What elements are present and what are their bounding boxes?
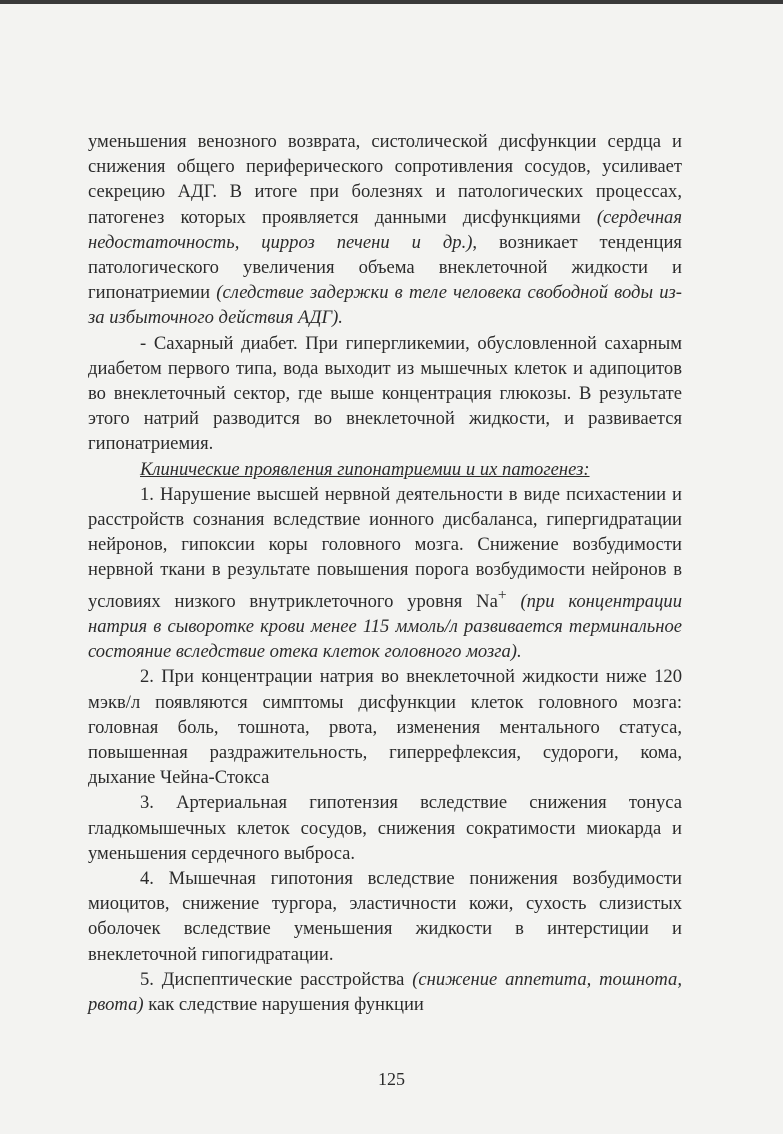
list-item-2: 2. При концентрации натрия во внеклеточной жидкости ниже 120 мэкв/л появляются симптомы дисфункции клеток головного мозга: головная боль, тошнота, рвота, изменения ментального статуса, повышенная раздражительность, гиперрефлексия, судороги, кома, дыхание Чейна-Стокса: [88, 666, 682, 789]
superscript: +: [497, 586, 507, 604]
italic-text: (снижение аппетита, тошнота, рвота): [88, 968, 682, 1016]
list-item-5: [88, 967, 682, 1017]
page-number: 125: [378, 1069, 405, 1089]
list-item-1: [88, 482, 682, 665]
section-heading: Клинические проявления гипонатриемии и их патогенез:: [140, 458, 590, 480]
italic-text: (следствие задержки в теле человека свободной воды из-за избыточного действия АДГ).: [88, 282, 682, 329]
text-span: уменьшения венозного возврата, систолической дисфункции сердца и снижения общего периферического сопротивления сосудов, усиливает секрецию АДГ. В итоге при болезнях и патологических процессах, патогенез которых проявляется данными дисфункциями: [88, 131, 682, 228]
page-body: [88, 129, 682, 1017]
paragraph-diabetes: - Сахарный диабет. При гипергликемии, обусловленной сахарным диабетом первого типа, вода выходит из мышечных клеток и адипоцитов во внеклеточный сектор, где выше концентрация глюкозы. В результате этого натрий разводится во внеклеточной жидкости, и развивается гипонатриемия.: [88, 332, 682, 455]
text-span: как следствие нарушения функции: [143, 994, 424, 1016]
scan-top-edge: [0, 0, 783, 4]
list-item-4: 4. Мышечная гипотония вследствие понижения возбудимости миоцитов, снижение тургора, эластичности кожи, сухость слизистых оболочек вследствие уменьшения жидкости в интерстиции и внеклеточной гипогидратации.: [88, 868, 682, 965]
text-span: 1. Нарушение высшей нервной деятельности в виде психастении и расстройств сознания вследствие ионного дисбаланса, гипергидратации нейронов, гипоксии коры головного мозга. Снижение возбудимости нервной ткани в результате повышения порога возбудимости нейронов в условиях низкого внутриклеточного уровня Na: [88, 483, 682, 612]
italic-text: (при концентрации натрия в сыворотке крови менее 115 ммоль/л развивается терминальное состояние вследствие отека клеток головного мозга).: [88, 590, 682, 663]
list-item-3: 3. Артериальная гипотензия вследствие снижения тонуса гладкомышечных клеток сосудов, снижения сократимости миокарда и уменьшения сердечного выброса.: [88, 792, 682, 864]
italic-text: (сердечная недостаточность, цирроз печени и др.): [88, 206, 682, 253]
text-span: , возникает тенденция патологического увеличения объема внеклеточной жидкости и гипонатриемии: [88, 231, 682, 304]
paragraph-intro: [88, 129, 682, 331]
text-span: 5. Диспептические расстройства: [140, 968, 413, 990]
text-span: [507, 591, 521, 612]
